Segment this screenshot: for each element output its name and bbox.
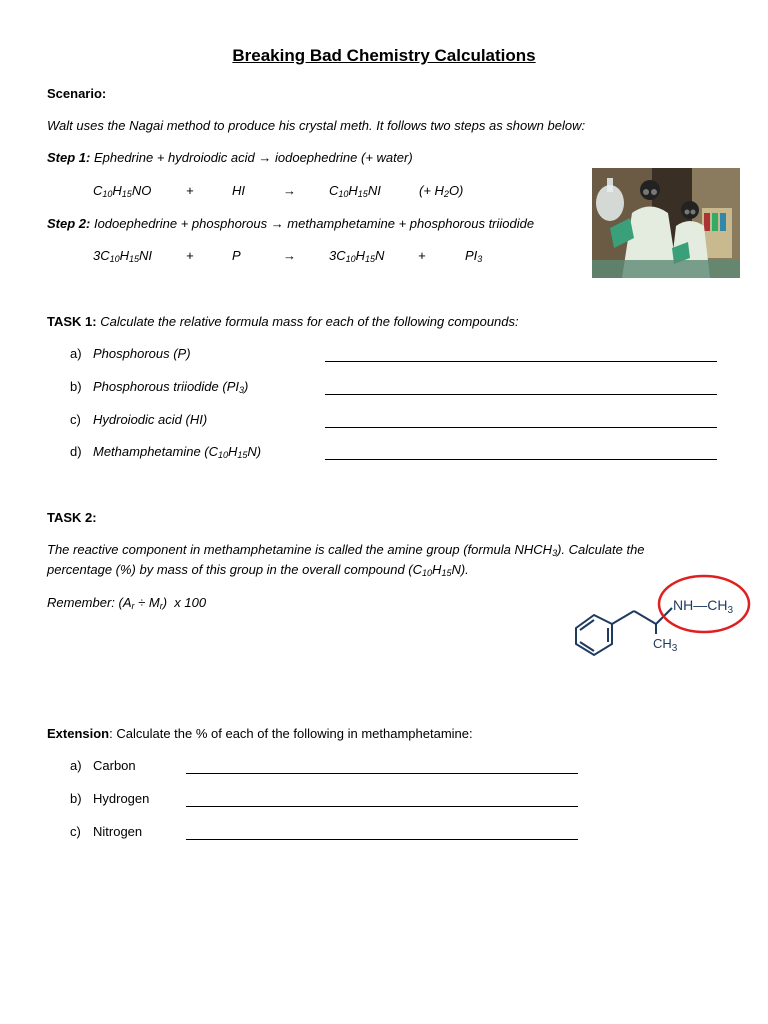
extension-answer-a-field[interactable] bbox=[186, 772, 578, 774]
task1-line bbox=[47, 314, 519, 329]
scenario-text: Walt uses the Nagai method to produce his crystal meth. It follows two steps as shown below: bbox=[47, 118, 586, 133]
task1-item-c-letter: c) bbox=[70, 412, 81, 427]
task1-item-a-name: Phosphorous (P) bbox=[93, 346, 191, 361]
step2-product2: $PI_3$ bbox=[465, 248, 483, 264]
task1-answer-d-field[interactable] bbox=[325, 458, 717, 460]
step1-label: Step 1: bbox=[47, 150, 91, 165]
step2-line bbox=[47, 216, 534, 231]
step1-text: Ephedrine + hydroiodic acid → iodoephedrine (+ water) bbox=[93, 150, 413, 165]
task1-item-c-name: Hydroiodic acid (HI) bbox=[93, 412, 208, 427]
extension-item-a-name: Carbon bbox=[93, 758, 136, 773]
extension-item-b-name: Hydrogen bbox=[93, 791, 150, 806]
extension-answer-b-field[interactable] bbox=[186, 805, 578, 807]
amine-label: $NH—CH_3$ bbox=[673, 597, 734, 616]
step1-line bbox=[47, 150, 413, 165]
task2-remember: Remember: $(A_r \div M_r)$ x 100 bbox=[47, 595, 207, 611]
lab-photo bbox=[592, 168, 740, 278]
task1-item-b-letter: b) bbox=[70, 379, 82, 394]
methamphetamine-structure bbox=[568, 572, 768, 662]
step1-arrow: → bbox=[283, 183, 296, 198]
step1-plus: + bbox=[186, 183, 194, 198]
step1-reactant2: HI bbox=[232, 183, 245, 198]
extension-line bbox=[47, 726, 473, 741]
task2-label: TASK 2: bbox=[47, 510, 97, 525]
task1-item-d-letter: d) bbox=[70, 444, 82, 459]
extension-item-c-name: Nitrogen bbox=[93, 824, 143, 839]
step2-plus: + bbox=[186, 248, 194, 263]
task1-item-d-name: Methamphetamine $(C_{10}H_{15}N)$ bbox=[93, 444, 262, 460]
extension-text: : Calculate the % of each of the following in methamphetamine: bbox=[109, 726, 473, 741]
step2-plus2: + bbox=[418, 248, 426, 263]
step1-product1: $C_{10}H_{15}NI$ bbox=[329, 183, 381, 199]
extension-answer-c-field[interactable] bbox=[186, 838, 578, 840]
extension-item-b-letter: b) bbox=[70, 791, 82, 806]
step1-product2: (+ $H_2O$) bbox=[419, 183, 464, 199]
task1-label: TASK 1: bbox=[47, 314, 97, 329]
task1-answer-a-field[interactable] bbox=[325, 360, 717, 362]
task2-line1: The reactive component in methamphetamine is called the amine group (formula $NHCH_3$). Calculate the bbox=[47, 542, 645, 558]
extension-label: Extension bbox=[47, 726, 110, 741]
task1-text: Calculate the relative formula mass for each of the following compounds: bbox=[100, 314, 519, 329]
extension-item-a-letter: a) bbox=[70, 758, 82, 773]
task1-answer-b-field[interactable] bbox=[325, 393, 717, 395]
step2-reactant1: $3C_{10}H_{15}NI$ bbox=[93, 248, 153, 264]
task1-answer-c-field[interactable] bbox=[325, 426, 717, 428]
scenario-label: Scenario: bbox=[47, 86, 107, 101]
methyl-label: $CH_3$ bbox=[653, 636, 678, 654]
step2-product1: $3C_{10}H_{15}N$ bbox=[329, 248, 385, 264]
task1-item-a-letter: a) bbox=[70, 346, 82, 361]
step2-arrow: → bbox=[283, 248, 296, 263]
step1-reactant1: $C_{10}H_{15}NO$ bbox=[93, 183, 152, 199]
page-title: Breaking Bad Chemistry Calculations bbox=[232, 46, 536, 65]
step2-text: Iodoephedrine + phosphorous → methamphetamine + phosphorous triiodide bbox=[93, 216, 535, 231]
task1-item-b-name: Phosphorous triiodide $(PI_3)$ bbox=[93, 379, 249, 395]
task2-line2: percentage (%) by mass of this group in the overall compound $(C_{10}H_{15}N)$. bbox=[47, 562, 469, 578]
step2-label: Step 2: bbox=[47, 216, 91, 231]
extension-item-c-letter: c) bbox=[70, 824, 81, 839]
step2-reactant2: P bbox=[232, 248, 241, 263]
